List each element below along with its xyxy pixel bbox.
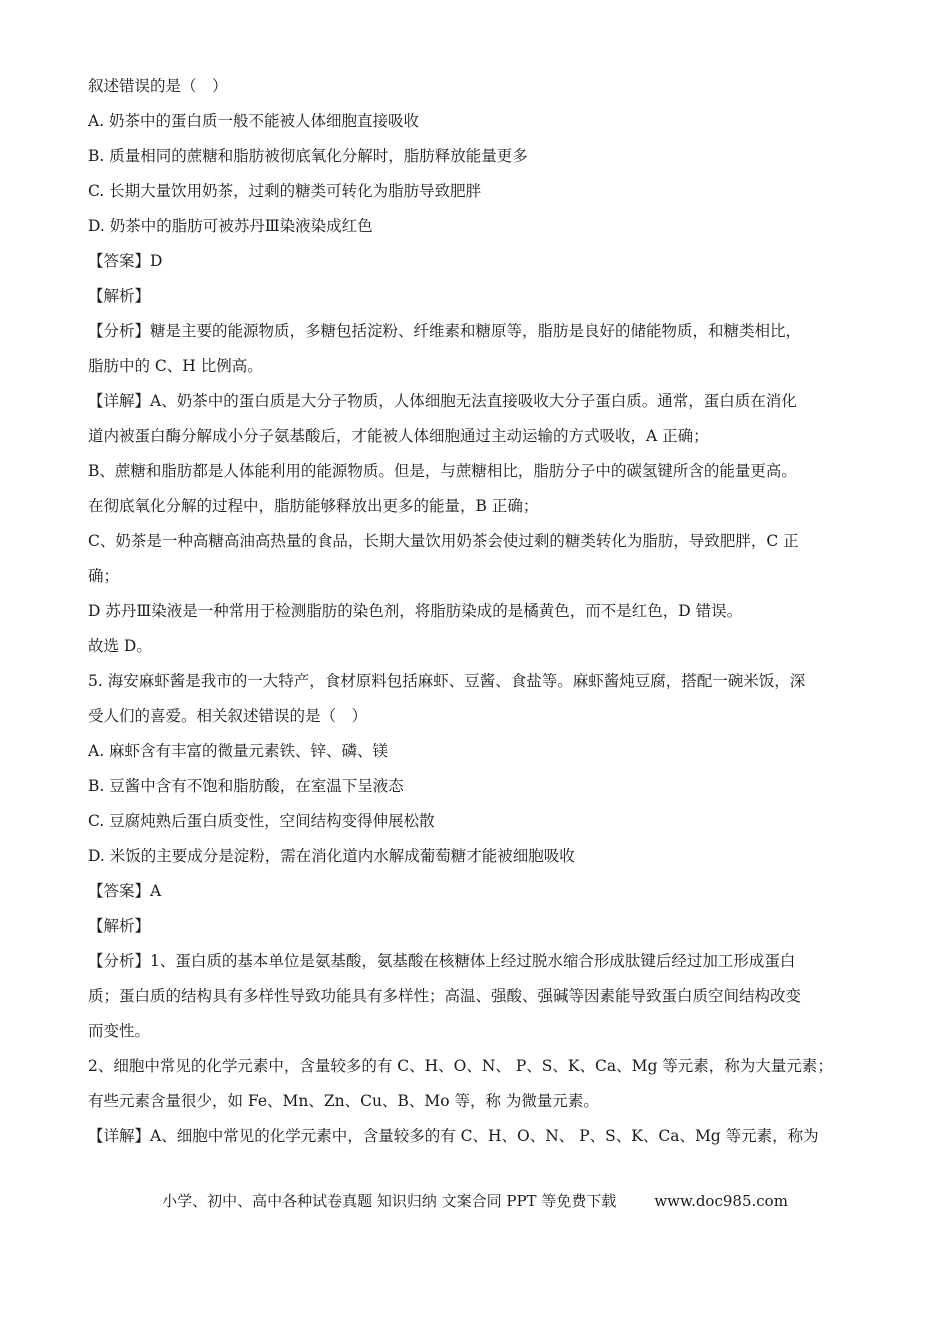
- q5-stem-1: 5. 海安麻虾酱是我市的一大特产，食材原料包括麻虾、豆酱、食盐等。麻虾酱炖豆腐，搭配一碗米饭，深: [88, 672, 806, 690]
- fenxi-text: 1、蛋白质的基本单位是氨基酸，氨基酸在核糖体上经过脱水缩合形成肽键后经过加工形成蛋白: [150, 952, 796, 970]
- q4-xiangjie-3: B、蔗糖和脂肪都是人体能利用的能源物质。但是，与蔗糖相比，脂肪分子中的碳氢键所含的能量更高。: [88, 462, 797, 480]
- q4-xiangjie-6: 确；: [88, 567, 120, 585]
- xiangjie-label: 【详解】: [88, 1127, 151, 1145]
- q4-xiangjie-5: C、奶茶是一种高糖高油高热量的食品，长期大量饮用奶茶会使过剩的糖类转化为脂肪，导致肥胖，C 正: [88, 532, 799, 550]
- q4-xiangjie-2: 道内被蛋白酶分解成小分子氨基酸后，才能被人体细胞通过主动运输的方式吸收，A 正确；: [88, 427, 709, 445]
- xiangjie-text: A、细胞中常见的化学元素中，含量较多的有 C、H、O、N、 P、S、K、Ca、Mg 等元素，称为: [150, 1127, 819, 1145]
- q4-option-d: D. 奶茶中的脂肪可被苏丹Ⅲ染液染成红色: [88, 217, 373, 235]
- q5-answer: [88, 877, 868, 905]
- q4-option-a: A. 奶茶中的蛋白质一般不能被人体细胞直接吸收: [88, 112, 420, 130]
- fenxi-label: 【分析】: [88, 322, 151, 340]
- q4-xiangjie-7: D 苏丹Ⅲ染液是一种常用于检测脂肪的染色剂，将脂肪染成的是橘黄色，而不是红色，D 错误。: [88, 602, 743, 620]
- footer-text: 小学、初中、高中各种试卷真题 知识归纳 文案合同 PPT 等免费下载: [162, 1192, 617, 1210]
- document-page: [88, 72, 868, 1157]
- q5-fenxi-4: 2、细胞中常见的化学元素中，含量较多的有 C、H、O、N、 P、S、K、Ca、Mg 等元素，称为大量元素；: [88, 1057, 833, 1075]
- q5-fenxi-5: 有些元素含量很少，如 Fe、Mn、Zn、Cu、B、Mo 等，称 为微量元素。: [88, 1092, 599, 1110]
- q4-fenxi-2: 脂肪中的 C、H 比例高。: [88, 357, 263, 375]
- answer-label: 【答案】: [88, 882, 151, 900]
- fenxi-text: 糖是主要的能源物质，多糖包括淀粉、纤维素和糖原等，脂肪是良好的储能物质，和糖类相比，: [150, 322, 802, 340]
- q4-analysis-label: 【解析】: [88, 287, 151, 305]
- q4-xiangjie-8: 故选 D。: [88, 637, 152, 655]
- q4-xiangjie-1: [88, 387, 868, 415]
- answer-label: 【答案】: [88, 252, 151, 270]
- q4-xiangjie-4: 在彻底氧化分解的过程中，脂肪能够释放出更多的能量，B 正确；: [88, 497, 539, 515]
- q5-option-b: B. 豆酱中含有不饱和脂肪酸，在室温下呈液态: [88, 777, 404, 795]
- fenxi-label: 【分析】: [88, 952, 151, 970]
- q5-fenxi-2: 质；蛋白质的结构具有多样性导致功能具有多样性；高温、强酸、强碱等因素能导致蛋白质空间结构改变: [88, 987, 802, 1005]
- q5-fenxi-3: 而变性。: [88, 1022, 151, 1040]
- footer-site: www.doc985.com: [654, 1192, 788, 1210]
- answer-value: A: [150, 882, 162, 900]
- page-footer: [0, 1190, 950, 1212]
- q4-stem-tail: 叙述错误的是（ ）: [88, 77, 228, 95]
- q5-xiangjie-1: [88, 1122, 868, 1150]
- q5-fenxi-1: [88, 947, 868, 975]
- answer-value: D: [150, 252, 163, 270]
- q4-option-b: B. 质量相同的蔗糖和脂肪被彻底氧化分解时，脂肪释放能量更多: [88, 147, 528, 165]
- q5-option-d: D. 米饭的主要成分是淀粉，需在消化道内水解成葡萄糖才能被细胞吸收: [88, 847, 575, 865]
- q5-stem-2: 受人们的喜爱。相关叙述错误的是（ ）: [88, 707, 368, 725]
- q5-analysis-label: 【解析】: [88, 917, 151, 935]
- xiangjie-label: 【详解】: [88, 392, 151, 410]
- q4-fenxi-1: [88, 317, 868, 345]
- xiangjie-text: A、奶茶中的蛋白质是大分子物质，人体细胞无法直接吸收大分子蛋白质。通常，蛋白质在消化: [150, 392, 797, 410]
- q5-option-a: A. 麻虾含有丰富的微量元素铁、锌、磷、镁: [88, 742, 389, 760]
- q4-option-c: C. 长期大量饮用奶茶，过剩的糖类可转化为脂肪导致肥胖: [88, 182, 482, 200]
- q5-option-c: C. 豆腐炖熟后蛋白质变性，空间结构变得伸展松散: [88, 812, 435, 830]
- q4-answer: [88, 247, 868, 275]
